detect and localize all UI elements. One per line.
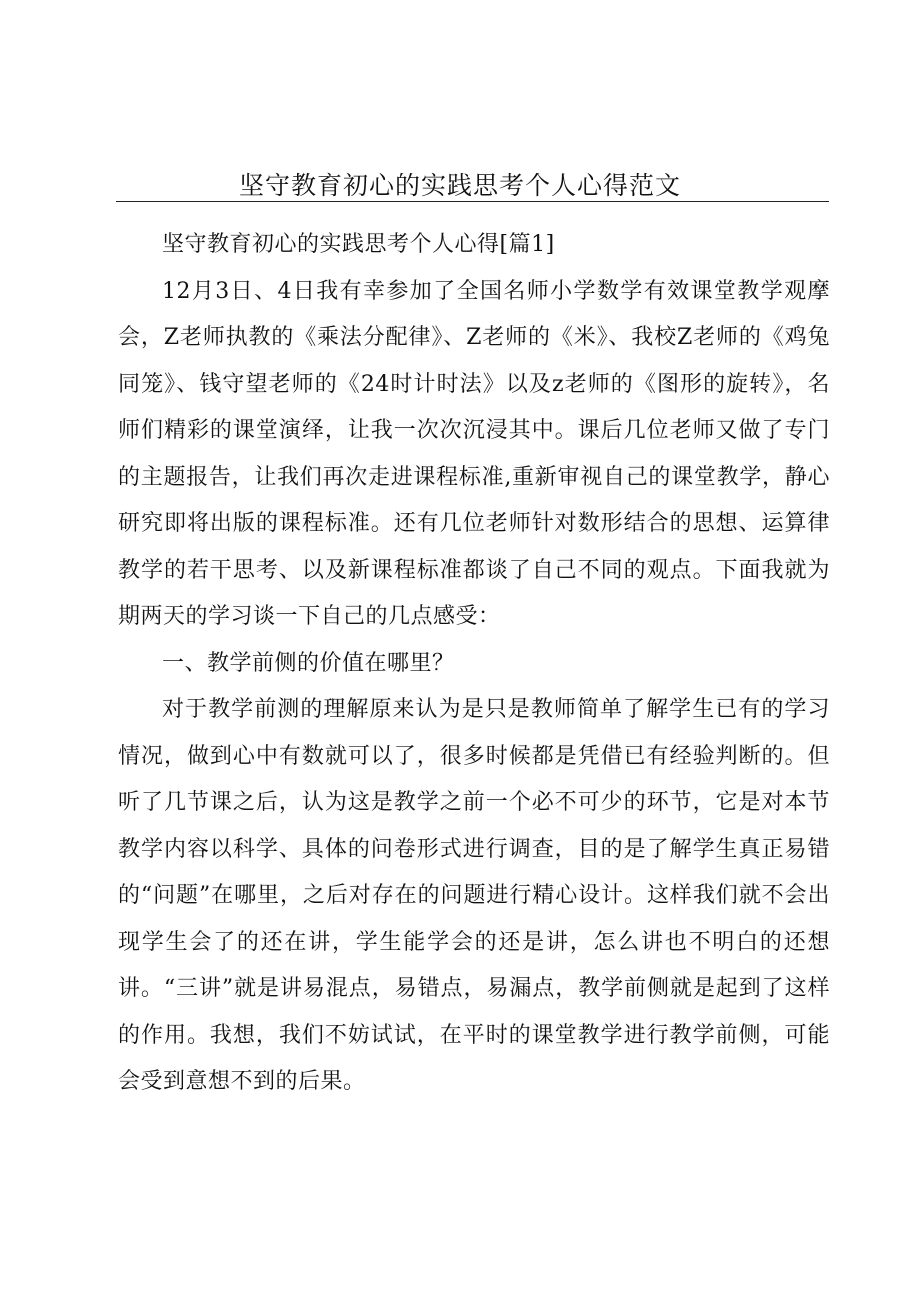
title-underline — [116, 201, 829, 202]
paragraph-point-1: 对于教学前测的理解原来认为是只是教师简单了解学生已有的学习情况，做到心中有数就可以了，很多时候都是凭借已有经验判断的。但听了几节课之后，认为这是教学之前一个必不可少的环节，它是对本节教学内容以科学、具体的问卷形式进行调查，目的是了解学生真正易错的“问题”在哪里，之后对存在的问题进行精心设计。这样我们就不会出现学生会了的还在讲，学生能学会的还是讲，怎么讲也不明白的还想讲。“三讲”就是讲易混点，易错点，易漏点，教学前侧就是起到了这样的作用。我想，我们不妨试试，在平时的课堂教学进行教学前侧，可能会受到意想不到的后果。 — [118, 697, 830, 1094]
paragraph-intro: 12月3日、4日我有幸参加了全国名师小学数学有效课堂教学观摩会，Z老师执教的《乘法分配律》、Z老师的《米》、我校Z老师的《鸡兔同笼》、钱守望老师的《24时计时法》以及z老师的《图形的旋转》，名师们精彩的课堂演绎，让我一次次沉浸其中。课后几位老师又做了专门的主题报告，让我们再次走进课程标准,重新审视自己的课堂教学，静心研究即将出版的课程标准。还有几位老师针对数形结合的思想、运算律教学的若干思考、以及新课程标准都谈了自己不同的观点。下面我就为期两天的学习谈一下自己的几点感受： — [118, 278, 830, 629]
section-heading-point-1: 一、教学前侧的价值在哪里？ — [162, 650, 455, 676]
section-heading-article-1: 坚守教育初心的实践思考个人心得[篇1] — [162, 232, 555, 257]
document-title: 坚守教育初心的实践思考个人心得范文 — [238, 171, 681, 200]
document-body — [118, 222, 830, 1106]
